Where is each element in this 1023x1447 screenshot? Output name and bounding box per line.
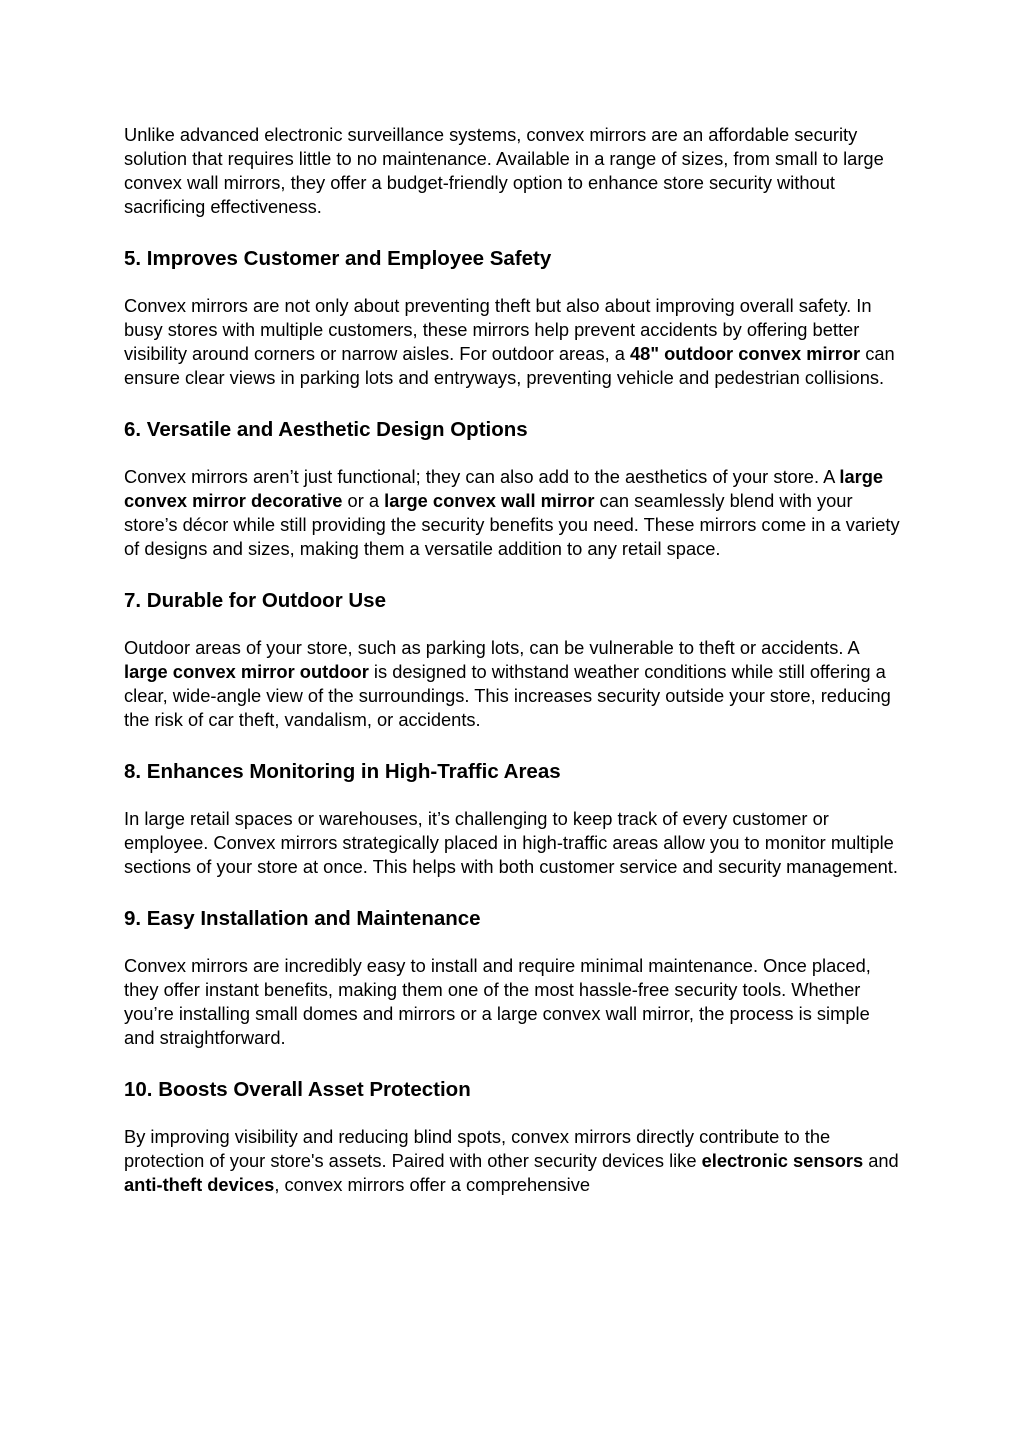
- section-6-heading: 6. Versatile and Aesthetic Design Options: [124, 418, 528, 441]
- section-6-text-2: or a: [342, 490, 385, 511]
- section-10-text-2: and: [863, 1150, 899, 1171]
- section-10-text-1: By improving visibility and reducing blind spots, convex mirrors directly contribute to the protection of your store's assets. Paired with other security devices like: [124, 1126, 831, 1171]
- section-8: [124, 759, 904, 879]
- section-7-paragraph: [124, 636, 904, 732]
- section-7-text-1: Outdoor areas of your store, such as parking lots, can be vulnerable to theft or accidents. A: [124, 637, 859, 658]
- section-9-heading: 9. Easy Installation and Maintenance: [124, 907, 481, 930]
- section-7-text-2: is designed to withstand weather conditions while still offering a clear, wide-angle view of the surroundings. This increases security outside your store, reducing the risk of car theft, vandalism, or accidents.: [124, 661, 891, 730]
- section-6-paragraph: [124, 465, 904, 561]
- section-5-text-2: can ensure clear views in parking lots and entryways, preventing vehicle and pedestrian collisions.: [124, 343, 895, 388]
- document-body: [124, 123, 904, 1197]
- section-9-paragraph: Convex mirrors are incredibly easy to install and require minimal maintenance. Once placed, they offer instant benefits, making them one of the most hassle-free security tools. Whether you’re installing small domes and mirrors or a large convex wall mirror, the process is simple and straightforward.: [124, 955, 871, 1048]
- section-8-heading: 8. Enhances Monitoring in High-Traffic Areas: [124, 760, 561, 783]
- intro-paragraph: Unlike advanced electronic surveillance systems, convex mirrors are an affordable security solution that requires little to no maintenance. Available in a range of sizes, from small to large convex wall mirrors, they offer a budget-friendly option to enhance store security without sacrificing effectiveness.: [124, 124, 884, 217]
- section-5-paragraph: [124, 294, 904, 390]
- section-6-bold-1: large convex mirror decorative: [124, 466, 884, 511]
- section-6-bold-2: large convex wall mirror: [384, 490, 595, 511]
- section-5-text-1: Convex mirrors are not only about preventing theft but also about improving overall safety. In busy stores with multiple customers, these mirrors help prevent accidents by offering better visibility around corners or narrow aisles. For outdoor areas, a: [124, 295, 872, 364]
- section-10-heading: 10. Boosts Overall Asset Protection: [124, 1078, 471, 1101]
- section-10-text-3: , convex mirrors offer a comprehensive: [274, 1174, 591, 1195]
- section-9: [124, 906, 904, 1050]
- section-7-bold-1: large convex mirror outdoor: [124, 661, 369, 682]
- section-7: [124, 588, 904, 732]
- section-10: [124, 1077, 904, 1197]
- section-8-paragraph: In large retail spaces or warehouses, it’s challenging to keep track of every customer or employee. Convex mirrors strategically placed in high-traffic areas allow you to monitor multiple sections of your store at once. This helps with both customer service and security management.: [124, 808, 898, 877]
- section-6-text-3: can seamlessly blend with your store’s décor while still providing the security benefits you need. These mirrors come in a variety of designs and sizes, making them a versatile addition to any retail space.: [124, 490, 900, 559]
- section-6-text-1: Convex mirrors aren’t just functional; they can also add to the aesthetics of your store. A: [124, 466, 840, 487]
- section-5: [124, 246, 904, 390]
- section-6: [124, 417, 904, 561]
- section-10-bold-1: electronic sensors: [701, 1150, 864, 1171]
- section-5-heading: 5. Improves Customer and Employee Safety: [124, 247, 552, 270]
- section-10-paragraph: [124, 1125, 904, 1197]
- section-7-heading: 7. Durable for Outdoor Use: [124, 589, 386, 612]
- section-10-bold-2: anti-theft devices: [124, 1174, 275, 1195]
- section-5-bold-1: 48" outdoor convex mirror: [630, 343, 861, 364]
